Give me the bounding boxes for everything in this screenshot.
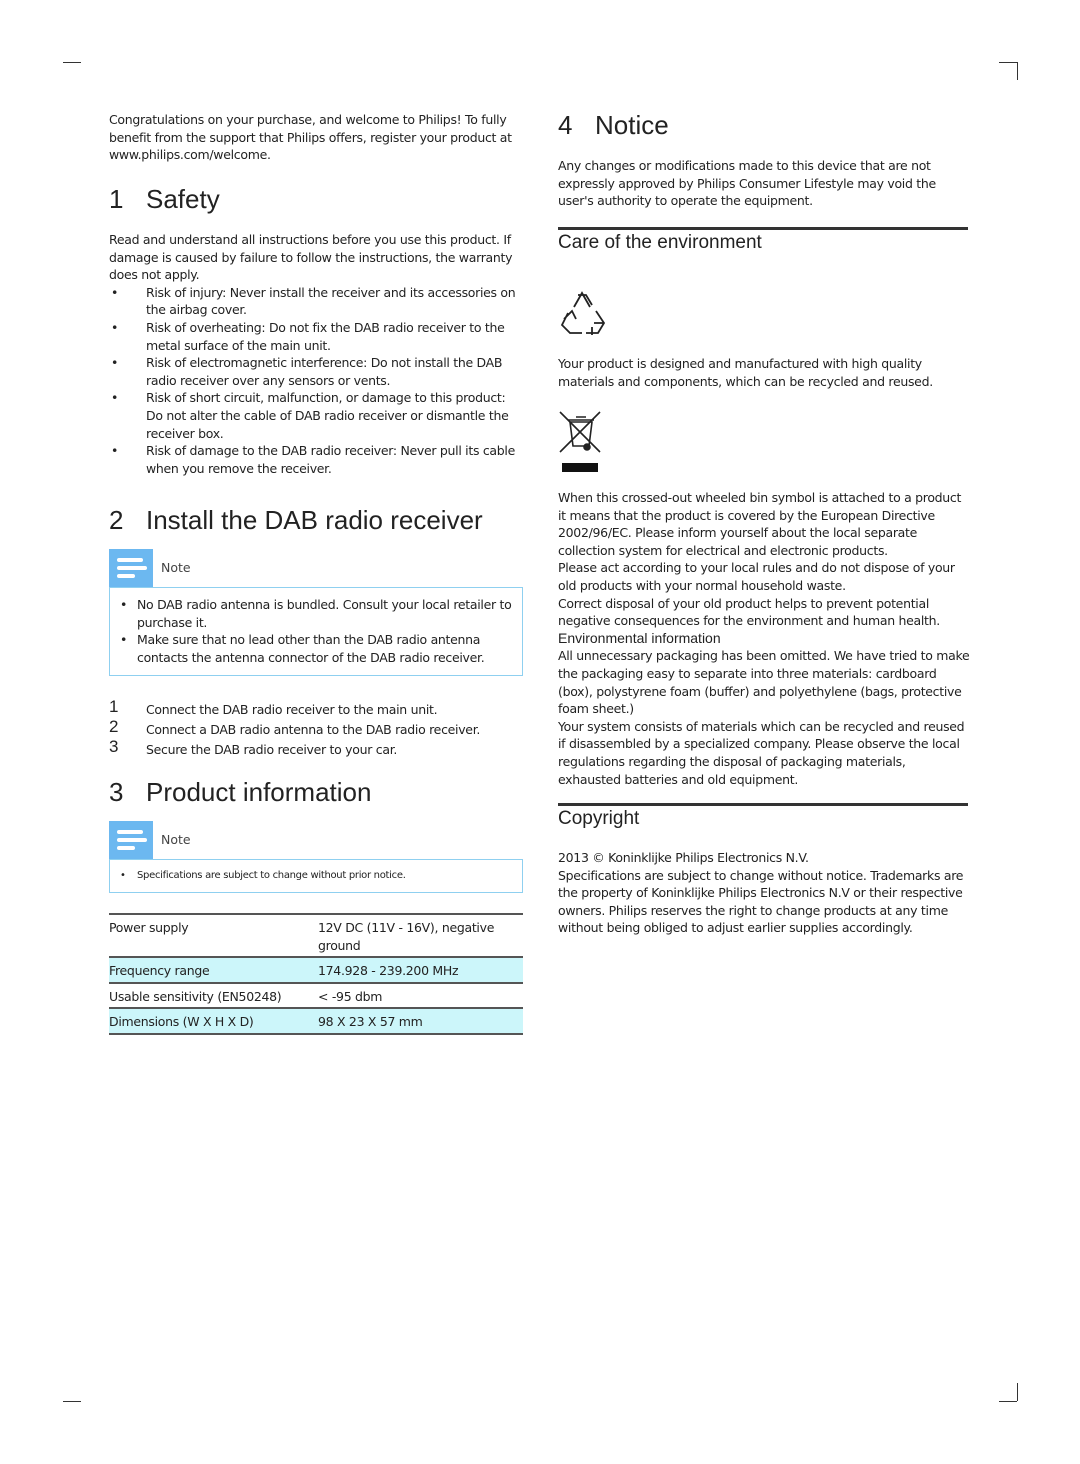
section-number: 2 xyxy=(109,505,124,535)
table-row: Usable sensitivity (EN50248) < -95 dbm xyxy=(109,983,523,1009)
note-label: Note xyxy=(161,559,191,575)
section-number: 3 xyxy=(109,777,124,807)
specs-table xyxy=(109,913,523,1035)
safety-list xyxy=(109,284,523,478)
crossed-bin-icon xyxy=(558,410,604,474)
crop-mark xyxy=(999,1401,1017,1402)
bin-text: Please act according to your local rules and do not dispose of your old products with your normal household waste. xyxy=(558,560,955,593)
crop-mark xyxy=(63,1401,81,1402)
env-info-title: Environmental information xyxy=(558,629,721,646)
section-title: Product information xyxy=(146,777,372,807)
install-heading xyxy=(109,505,483,536)
list-item: • Risk of damage to the DAB radio receiver: Never pull its cable when you remove the receiver. xyxy=(109,442,523,477)
section-number: 1 xyxy=(109,184,124,214)
recycle-text: Your product is designed and manufactured with high quality materials and components, which can be recycled and reused. xyxy=(558,356,933,389)
env-info-text: Your system consists of materials which can be recycled and reused if disassembled by a specialized company. Please observe the local regulations regarding the disposal of packaging materials, exhausted batteries and old equipment. xyxy=(558,718,965,787)
note-label: Note xyxy=(161,831,191,847)
safety-section xyxy=(109,231,523,477)
step-item: 1 Connect the DAB radio receiver to the main unit. xyxy=(109,697,438,717)
list-item: • Risk of injury: Never install the receiver and its accessories on the airbag cover. xyxy=(109,284,523,319)
install-steps xyxy=(109,697,523,760)
environment-heading: Care of the environment xyxy=(558,227,968,254)
section-title: Notice xyxy=(595,110,669,140)
env-info-text: All unnecessary packaging has been omitted. We have tried to make the packaging easy to separate into three materials: cardboard (box), polystyrene foam (buffer) and polyethylene (bags, protective foam sheet.) xyxy=(558,648,970,717)
safety-text: Read and understand all instructions before you use this product. If damage is caused by failure to follow the instructions, the warranty does not apply. xyxy=(109,232,513,283)
crop-mark xyxy=(63,62,81,63)
install-note xyxy=(109,549,523,676)
note-item: • Specifications are subject to change without prior notice. xyxy=(110,867,512,885)
crop-mark xyxy=(999,62,1017,63)
recycle-icon xyxy=(558,289,608,337)
copyright-section xyxy=(558,849,970,937)
notice-text: Any changes or modifications made to this device that are not expressly approved by Philips Consumer Lifestyle may void the user's authority to operate the equipment. xyxy=(558,158,936,209)
table-row: Power supply 12V DC (11V - 16V), negative ground xyxy=(109,914,523,957)
table-row: Dimensions (W X H X D) 98 X 23 X 57 mm xyxy=(109,1008,523,1034)
note-item: • Make sure that no lead other than the DAB radio antenna contacts the antenna connector of the DAB radio receiver. xyxy=(110,631,512,666)
list-item: • Risk of electromagnetic interference: Do not install the DAB radio receiver over any sensors or vents. xyxy=(109,354,523,389)
product-note xyxy=(109,821,523,893)
environment-section xyxy=(558,489,970,788)
list-item: • Risk of short circuit, malfunction, or damage to this product: Do not alter the cable of DAB radio receiver or dismantle the receiver box. xyxy=(109,389,523,442)
product-heading xyxy=(109,777,371,808)
note-icon xyxy=(109,821,153,859)
safety-heading xyxy=(109,184,220,215)
step-item: 3 Secure the DAB radio receiver to your car. xyxy=(109,737,398,757)
copyright-text: Specifications are subject to change without notice. Trademarks are the property of Koninklijke Philips Electronics N.V or their respective owners. Philips reserves the right to change products at any time without being obliged to adjust earlier supplies accordingly. xyxy=(558,867,964,936)
bin-text: Correct disposal of your old product helps to prevent potential negative consequences for the environment and human health. xyxy=(558,595,940,629)
step-item: 2 Connect a DAB radio antenna to the DAB radio receiver. xyxy=(109,717,481,737)
list-item: • Risk of overheating: Do not fix the DAB radio receiver to the metal surface of the main unit. xyxy=(109,319,523,354)
note-item: • No DAB radio antenna is bundled. Consult your local retailer to purchase it. xyxy=(110,596,512,631)
crop-mark xyxy=(1017,62,1018,80)
section-title: Safety xyxy=(146,184,220,214)
bin-text: When this crossed-out wheeled bin symbol is attached to a product it means that the product is covered by the European Directive 2002/96/EC. Please inform yourself about the local separate collection system for electrical and electronic products. xyxy=(558,490,962,558)
section-title: Install the DAB radio receiver xyxy=(146,505,483,535)
intro-text: Congratulations on your purchase, and welcome to Philips! To fully benefit from the support that Philips offers, register your product at www.philips.com/welcome. xyxy=(109,112,512,163)
section-number: 4 xyxy=(558,110,573,140)
table-row: Frequency range 174.928 - 239.200 MHz xyxy=(109,957,523,983)
copyright-heading: Copyright xyxy=(558,803,968,830)
crop-mark xyxy=(1017,1383,1018,1401)
notice-heading xyxy=(558,110,669,141)
note-icon xyxy=(109,549,153,587)
copyright-line: 2013 © Koninklijke Philips Electronics N.V. xyxy=(558,850,809,865)
